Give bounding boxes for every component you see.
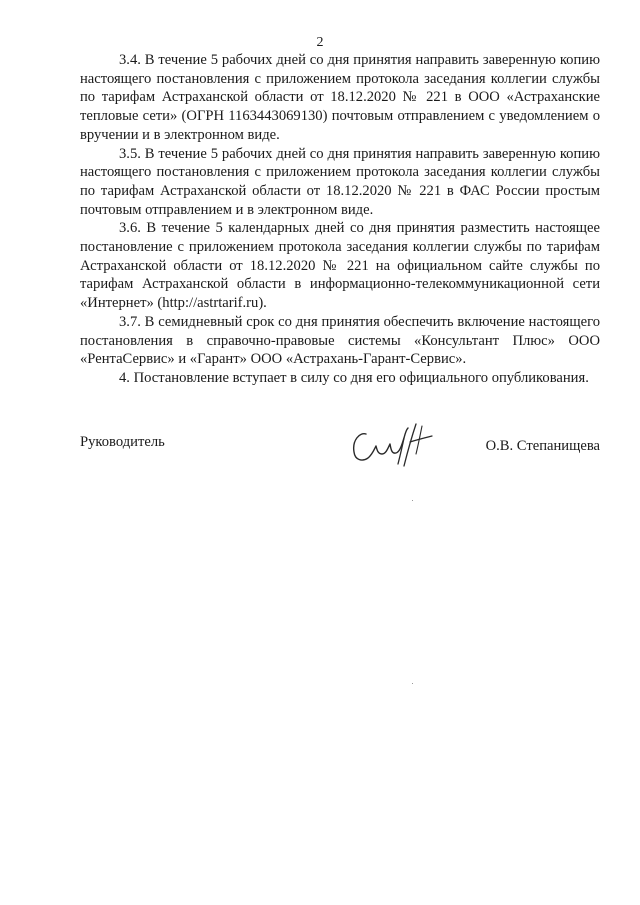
paragraph-3-4: 3.4. В течение 5 рабочих дней со дня принятия направить заверенную копию настоящего постановления с приложением протокола заседания коллегии службы по тарифам Астраханской области от 18.12.2020 № 221 в ООО «Астраханские тепловые сети» (ОГРН 1163443069130) почтовым отправлением с уведомлением о вручении и в электронном виде. [80,52,600,143]
scan-speck [412,683,413,684]
page-number: 2 [316,35,324,50]
signature-block [80,420,600,470]
paragraph-3-7: 3.7. В семидневный срок со дня принятия обеспечить включение настоящего постановления в справочно-правовые системы «Консультант Плюс» ООО «РентаСервис» и «Гарант» ООО «Астрахань-Гарант-Сервис». [80,313,600,368]
paragraph-3-6: 3.6. В течение 5 календарных дней со дня принятия разместить настоящее постановление с приложением протокола заседания коллегии службы по тарифам Астраханской области от 18.12.2020 № 221 на официальном сайте службы по тарифам Астраханской области в информационно-телекоммуникационной сети «Интернет» (http://astrtarif.ru). [80,220,600,312]
paragraph-4: 4. Постановление вступает в силу со дня его официального опубликования. [119,369,589,386]
signer-title: Руководитель [80,434,165,450]
document-body [80,51,600,388]
scan-speck [412,500,413,501]
paragraph-3-5: 3.5. В течение 5 рабочих дней со дня принятия направить заверенную копию настоящего постановления с приложением протокола заседания коллегии службы по тарифам Астраханской области от 18.12.2020 № 221 в ФАС России простым почтовым отправлением и в электронном виде. [80,145,600,218]
handwritten-signature [346,420,442,470]
signer-name: О.В. Степанищева [485,438,600,454]
